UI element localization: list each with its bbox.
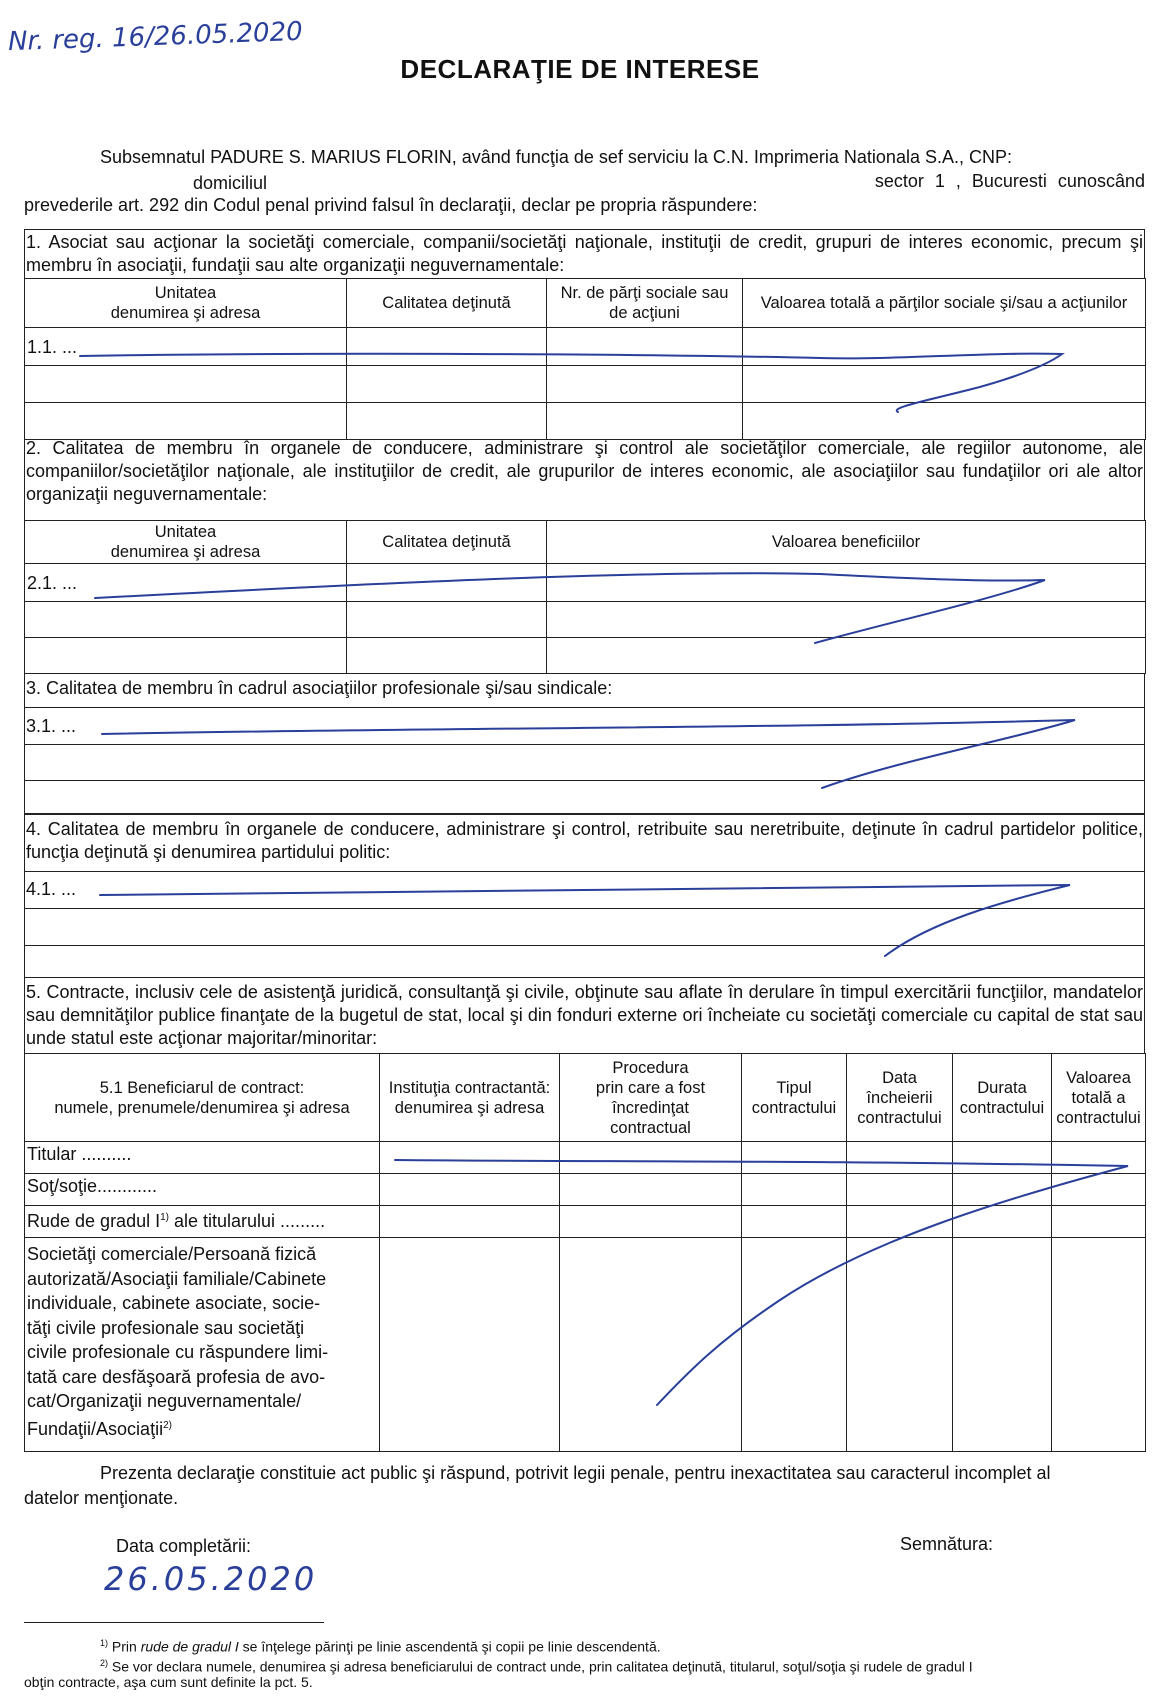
s5-row-rude: Rude de gradul $I^{1)}$ ale titularului .........: [25, 1206, 380, 1238]
intro-line-3: prevederile art. 292 din Codul penal privind falsul în declaraţii, declar pe propria răspundere:: [24, 195, 758, 215]
section-2-table: [24, 520, 1146, 674]
closing-line-1: Prezenta declaraţie constituie act public şi răspund, potrivit legii penale, pentru inexactitatea sau caracterul incomplet al: [100, 1463, 1051, 1483]
s5-col-data: Data încheierii contractului: [847, 1054, 953, 1142]
s5-col-procedura: Procedura prin care a fost încredinţat contractual: [560, 1054, 742, 1142]
section-3-heading: 3. Calitatea de membru în cadrul asociaţiilor profesionale şi/sau sindicale:: [26, 678, 613, 698]
s2-col-valoarea-beneficiilor: Valoarea beneficiilor: [547, 521, 1146, 564]
date-label: Data completării:: [116, 1536, 252, 1556]
section-2-heading: 2. Calitatea de membru în organele de conducere, administrare şi control ale societăţilor comerciale, ale regiilor autonome, ale companiilor/societăţilor naţionale, ale instituţiilor de credit, ale grupurilor de interes economic, ale asociaţiilor sau fundaţiilor ori ale altor organizaţii neguvernamentale:: [26, 438, 1143, 504]
section-5-table: [24, 1053, 1146, 1452]
s1-col-parti-sociale: Nr. de părţi sociale sau de acţiuni: [547, 279, 743, 328]
s5-col-institutia: Instituţia contractantă: denumirea şi adresa: [380, 1054, 560, 1142]
footnote-2-cont: obţin contracte, aşa cum sunt definite la pct. 5.: [24, 1674, 313, 1690]
intro-line-1: Subsemnatul PADURE S. MARIUS FLORIN, având funcţia de sef serviciu la C.N. Imprimeria Nationala S.A., CNP:: [100, 147, 1012, 167]
footnote-1: $^{1)}$ Prin rude de gradul I se înţelege părinţi pe linie ascendentă şi copii pe linie descendentă.: [100, 1638, 661, 1655]
s1-col-calitatea: Calitatea deţinută: [347, 279, 547, 328]
s5-row-societati: Societăţi comerciale/Persoană fizică autorizată/Asociaţii familiale/Cabinete individuale, cabinete asociate, socie- tăţi civile profesionale sau societăţi civile profesionale cu răspundere limi- tată care desfăşoară profesia de avo- cat/Organizaţii neguvernamentale/ Fundaţii/Asociaţii$^{2)}$: [25, 1238, 380, 1452]
intro-domiciliu: domiciliul: [193, 173, 268, 193]
section-5-heading: 5. Contracte, inclusiv cele de asistenţă juridică, consultanţă şi civile, obţinute sau aflate în derulare în timpul exercitării funcţiilor, mandatelor sau demnităţilor publice finanţate de la bugetul de stat, local şi din fonduri externe ori încheiate cu societăţi comerciale cu capital de stat sau unde statul este acţionar majoritar/minoritar:: [26, 982, 1143, 1048]
s2-col-calitatea: Calitatea deţinută: [347, 521, 547, 564]
footnote-2: $^{2)}$ Se vor declara numele, denumirea şi adresa beneficiarului de contract unde, prin calitatea deţinută, titularul, soţul/soţia şi rudele de gradul I: [100, 1658, 973, 1675]
signature-label: Semnătura:: [900, 1534, 994, 1554]
page-title: DECLARAŢIE DE INTERESE: [400, 54, 760, 84]
intro-address-tail: sector 1 , Bucuresti cunoscând: [874, 171, 1145, 191]
s5-row-titular: Titular ..........: [25, 1142, 380, 1174]
s1-col-unitatea: Unitatea denumirea şi adresa: [25, 279, 347, 328]
s5-col-durata: Durata contractului: [953, 1054, 1052, 1142]
closing-line-2: datelor menţionate.: [24, 1488, 179, 1508]
section-1-heading: 1. Asociat sau acţionar la societăţi comerciale, companii/societăţi naţionale, instituţii de credit, grupuri de interes economic, precum şi membru în asociaţii, fundaţii sau alte organizaţii neguvernamentale:: [26, 232, 1143, 275]
registration-note: Nr. reg. 16/26.05.2020: [7, 16, 304, 58]
date-value: 26.05.2020: [104, 1560, 318, 1598]
s4-row-label: 4.1. ...: [26, 879, 77, 899]
section-4-heading: 4. Calitatea de membru în organele de conducere, administrare şi control, retribuite sau neretribuite, deţinute în cadrul partidelor politice, funcţia deţinută şi denumirea partidului politic:: [26, 819, 1143, 862]
footnote-divider: [24, 1622, 324, 1623]
section-1-table: [24, 278, 1146, 440]
s1-row-label: 1.1. ...: [25, 328, 347, 366]
s5-col-beneficiar: 5.1 Beneficiarul de contract: numele, prenumele/denumirea şi adresa: [25, 1054, 380, 1142]
s5-row-sot: Soţ/soţie............: [25, 1174, 380, 1206]
s5-col-valoarea: Valoarea totală a contractului: [1052, 1054, 1146, 1142]
s3-row-label: 3.1. ...: [26, 716, 77, 736]
s2-row-label: 2.1. ...: [25, 564, 347, 602]
s1-col-valoarea: Valoarea totală a părţilor sociale şi/sau a acţiunilor: [743, 279, 1146, 328]
s5-col-tipul: Tipul contractului: [742, 1054, 847, 1142]
s2-col-unitatea: Unitatea denumirea şi adresa: [25, 521, 347, 564]
